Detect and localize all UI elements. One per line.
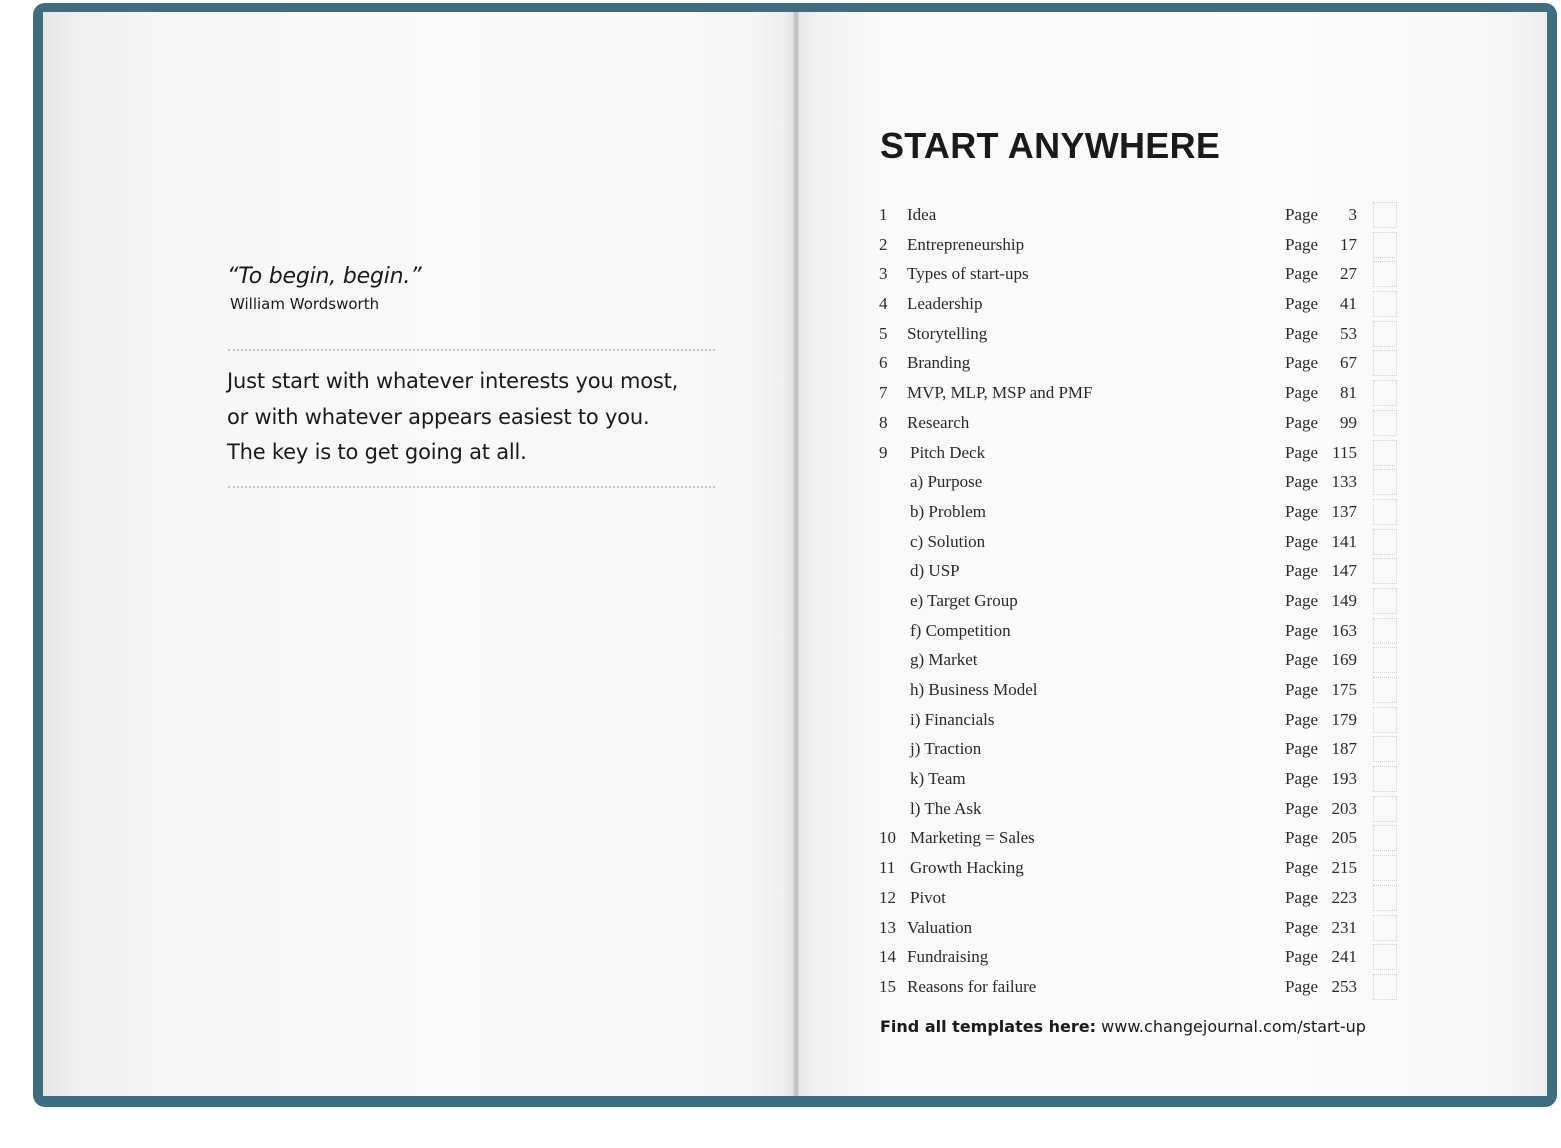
- checkbox-icon: [1373, 736, 1397, 762]
- toc-label: Marketing = Sales: [910, 828, 1035, 848]
- toc-number: 5: [879, 323, 888, 343]
- toc-page-word: Page: [1285, 887, 1319, 907]
- toc-row: [879, 556, 1439, 586]
- toc-number: 12: [879, 887, 896, 907]
- toc-row: [879, 942, 1439, 972]
- toc-row: [879, 883, 1439, 913]
- toc-page-number: 67: [1340, 353, 1357, 373]
- toc-page-number: 149: [1331, 590, 1357, 610]
- toc-page-number: 175: [1331, 680, 1357, 699]
- toc-row: [879, 972, 1439, 1002]
- toc-row: [879, 259, 1439, 289]
- toc-label: Idea: [907, 205, 937, 224]
- toc-label: b) Problem: [910, 501, 987, 521]
- toc-label: Pitch Deck: [910, 442, 986, 462]
- toc-number: 11: [879, 858, 896, 878]
- toc-row: [879, 586, 1439, 616]
- checkbox-icon: [1373, 974, 1397, 1000]
- toc-label: MVP, MLP, MSP and PMF: [907, 383, 1093, 403]
- checkbox-icon: [1373, 291, 1397, 317]
- checkbox-icon: [1373, 588, 1397, 614]
- toc-page-word: Page: [1285, 323, 1319, 343]
- toc-label: a) Purpose: [910, 472, 983, 492]
- toc-page-word: Page: [1285, 769, 1319, 789]
- toc-label: Branding: [907, 353, 971, 373]
- toc-label: h) Business Model: [910, 680, 1038, 699]
- toc-page-number: 53: [1340, 323, 1357, 343]
- toc-page-word: Page: [1285, 917, 1319, 937]
- toc-page-number: 27: [1340, 264, 1357, 284]
- toc-page-number: 253: [1331, 976, 1357, 996]
- checkbox-icon: [1373, 915, 1397, 941]
- right-page: [799, 12, 1547, 1096]
- toc-row: [879, 675, 1439, 705]
- checkbox-icon: [1373, 350, 1397, 376]
- toc-row: [879, 497, 1439, 527]
- toc-number: 13: [879, 917, 896, 937]
- checkbox-icon: [1373, 529, 1397, 555]
- intro-paragraph: [227, 364, 747, 471]
- toc-row: [879, 319, 1439, 349]
- checkbox-icon: [1373, 647, 1397, 673]
- toc-label: Growth Hacking: [910, 858, 1024, 878]
- checkbox-icon: [1373, 380, 1397, 406]
- checkbox-icon: [1373, 677, 1397, 703]
- toc-row: [879, 823, 1439, 853]
- dotted-divider-bottom: [228, 486, 715, 488]
- checkbox-icon: [1373, 410, 1397, 436]
- toc-label: Pivot: [910, 887, 946, 907]
- toc-label: k) Team: [910, 769, 966, 789]
- toc-number: 3: [879, 264, 888, 284]
- intro-line: or with whatever appears easiest to you.: [227, 404, 650, 429]
- toc-page-number: 99: [1340, 412, 1357, 432]
- checkbox-icon: [1373, 855, 1397, 881]
- toc-page-number: 193: [1331, 769, 1357, 789]
- toc-label: Storytelling: [907, 323, 988, 343]
- checkbox-icon: [1373, 885, 1397, 911]
- toc-label: Research: [907, 412, 970, 432]
- toc-page-word: Page: [1285, 947, 1319, 967]
- checkbox-icon: [1373, 558, 1397, 584]
- toc-label: g) Market: [910, 650, 978, 670]
- toc-page-word: Page: [1285, 383, 1319, 403]
- toc-page-number: 179: [1331, 709, 1357, 729]
- toc-page-word: Page: [1285, 828, 1319, 848]
- toc-number: 6: [879, 353, 888, 373]
- toc-row: [879, 408, 1439, 438]
- toc-page-number: 205: [1331, 828, 1357, 848]
- checkbox-icon: [1373, 202, 1397, 228]
- toc-label: Entrepreneurship: [907, 234, 1025, 254]
- toc-page-word: Page: [1285, 205, 1319, 224]
- toc-page-number: 115: [1332, 442, 1357, 462]
- toc-label: d) USP: [910, 561, 960, 581]
- toc-page-number: 215: [1331, 858, 1357, 878]
- checkbox-icon: [1373, 261, 1397, 287]
- toc-row: [879, 645, 1439, 675]
- toc-number: 10: [879, 828, 896, 848]
- toc-label: j) Traction: [910, 739, 982, 759]
- toc-row: [879, 527, 1439, 557]
- toc-page-number: 231: [1331, 917, 1357, 937]
- toc-page-number: 203: [1331, 798, 1357, 818]
- toc-number: 7: [879, 383, 888, 403]
- toc-row: [879, 438, 1439, 468]
- toc-number: 14: [879, 947, 896, 967]
- toc-row: [879, 348, 1439, 378]
- toc-row: [879, 913, 1439, 943]
- checkbox-icon: [1373, 440, 1397, 466]
- toc-page-number: 133: [1331, 472, 1357, 492]
- toc-page-word: Page: [1285, 264, 1319, 284]
- toc-label: Types of start-ups: [907, 264, 1029, 284]
- toc-row: [879, 378, 1439, 408]
- checkbox-icon: [1373, 944, 1397, 970]
- toc-page-number: 3: [1348, 205, 1357, 224]
- page-title: START ANYWHERE: [880, 125, 1221, 166]
- quote-text: “To begin, begin.”: [227, 264, 422, 289]
- checkbox-icon: [1373, 618, 1397, 644]
- toc-label: l) The Ask: [910, 798, 982, 818]
- checkbox-icon: [1373, 232, 1397, 258]
- toc-page-word: Page: [1285, 561, 1319, 581]
- toc-page-word: Page: [1285, 739, 1319, 759]
- checkbox-icon: [1373, 321, 1397, 347]
- intro-line: The key is to get going at all.: [227, 440, 527, 464]
- toc-row: [879, 230, 1439, 260]
- toc-page-number: 141: [1331, 531, 1357, 551]
- footer-url[interactable]: www.changejournal.com/start-up: [1101, 1017, 1366, 1036]
- intro-line: Just start with whatever interests you most,: [227, 369, 679, 393]
- toc-page-word: Page: [1285, 620, 1319, 640]
- table-of-contents: [879, 200, 1439, 1002]
- toc-row: [879, 705, 1439, 735]
- toc-row: [879, 764, 1439, 794]
- checkbox-icon: [1373, 766, 1397, 792]
- toc-number: 8: [879, 412, 888, 432]
- toc-row: [879, 853, 1439, 883]
- checkbox-icon: [1373, 707, 1397, 733]
- toc-page-word: Page: [1285, 709, 1319, 729]
- toc-page-word: Page: [1285, 234, 1319, 254]
- checkbox-icon: [1373, 825, 1397, 851]
- toc-page-number: 163: [1331, 620, 1357, 640]
- toc-page-word: Page: [1285, 798, 1319, 818]
- toc-page-number: 241: [1331, 947, 1357, 967]
- checkbox-icon: [1373, 499, 1397, 525]
- dotted-divider-top: [228, 349, 715, 351]
- toc-page-number: 147: [1331, 561, 1357, 581]
- toc-page-number: 41: [1340, 294, 1357, 314]
- toc-page-word: Page: [1285, 294, 1319, 314]
- toc-label: e) Target Group: [910, 590, 1018, 610]
- toc-page-word: Page: [1285, 680, 1319, 699]
- toc-label: f) Competition: [910, 620, 1011, 640]
- toc-page-number: 81: [1340, 383, 1357, 403]
- toc-page-word: Page: [1285, 590, 1319, 610]
- toc-number: 9: [879, 442, 888, 462]
- toc-number: 1: [879, 205, 888, 224]
- toc-page-number: 169: [1331, 650, 1357, 670]
- toc-row: [879, 794, 1439, 824]
- toc-page-number: 223: [1331, 887, 1357, 907]
- toc-label: Leadership: [907, 294, 983, 314]
- toc-label: Valuation: [907, 917, 973, 937]
- toc-number: 2: [879, 234, 888, 254]
- templates-footer: [880, 1017, 1366, 1036]
- footer-label: Find all templates here:: [880, 1017, 1097, 1036]
- toc-label: c) Solution: [910, 531, 986, 551]
- toc-label: Fundraising: [907, 947, 989, 967]
- toc-page-number: 17: [1340, 234, 1357, 254]
- toc-row: [879, 200, 1439, 230]
- toc-label: Reasons for failure: [907, 976, 1037, 996]
- checkbox-icon: [1373, 469, 1397, 495]
- toc-page-word: Page: [1285, 412, 1319, 432]
- toc-label: i) Financials: [910, 709, 995, 729]
- toc-row: [879, 289, 1439, 319]
- toc-number: 15: [879, 976, 896, 996]
- toc-page-word: Page: [1285, 442, 1319, 462]
- quote-author: William Wordsworth: [230, 295, 380, 313]
- toc-page-word: Page: [1285, 501, 1319, 521]
- toc-row: [879, 467, 1439, 497]
- toc-page-number: 137: [1331, 501, 1357, 521]
- open-book: [43, 12, 1547, 1096]
- checkbox-icon: [1373, 796, 1397, 822]
- toc-page-word: Page: [1285, 353, 1319, 373]
- toc-number: 4: [879, 294, 888, 314]
- left-page: [43, 12, 795, 1096]
- toc-page-word: Page: [1285, 858, 1319, 878]
- toc-row: [879, 616, 1439, 646]
- toc-row: [879, 734, 1439, 764]
- toc-page-number: 187: [1331, 739, 1357, 759]
- toc-page-word: Page: [1285, 472, 1319, 492]
- toc-page-word: Page: [1285, 531, 1319, 551]
- toc-page-word: Page: [1285, 650, 1319, 670]
- toc-page-word: Page: [1285, 976, 1319, 996]
